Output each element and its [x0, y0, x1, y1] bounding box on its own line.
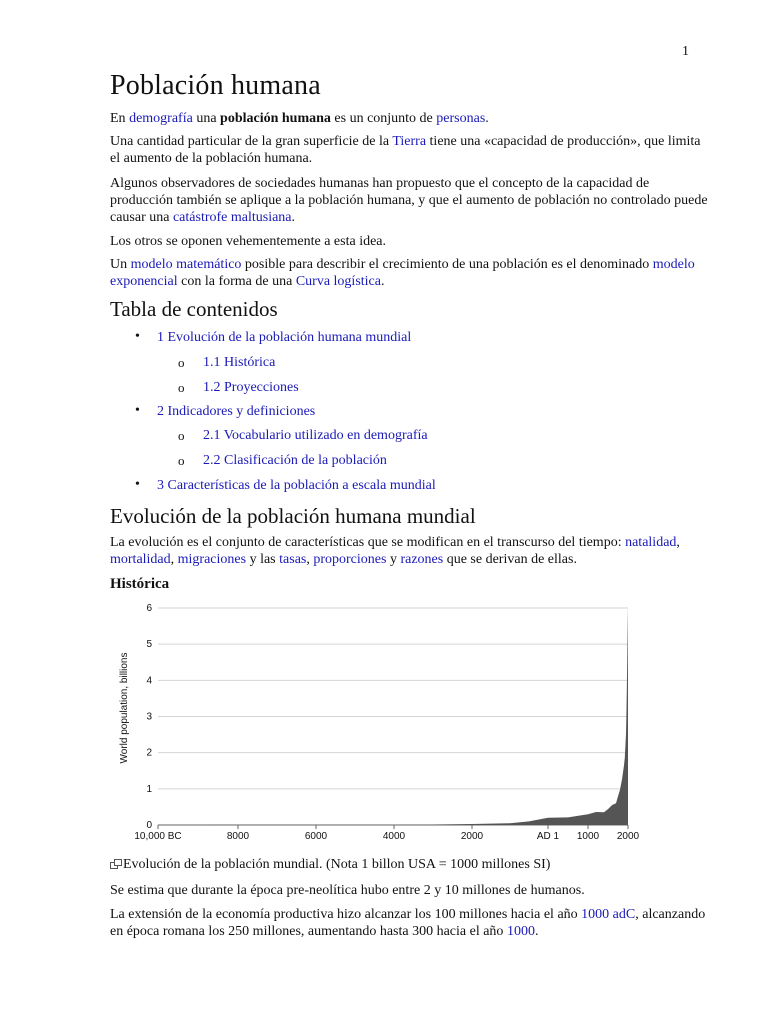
text: ,	[170, 552, 178, 567]
text: Una cantidad particular de la gran superficie de la	[110, 134, 393, 149]
toc-item-2-1	[178, 428, 428, 444]
link-1000[interactable]: 1000	[506, 924, 535, 939]
link-tierra[interactable]: Tierra	[392, 134, 427, 149]
enlarge-icon[interactable]	[110, 859, 122, 869]
text: con la forma de una	[177, 274, 296, 289]
link-1000-adc[interactable]: 1000 adC	[581, 907, 636, 922]
link-natalidad[interactable]: natalidad	[625, 535, 677, 550]
link-tasas[interactable]: tasas	[279, 552, 307, 567]
sub-bullet: o	[178, 380, 185, 395]
text: La extensión de la economía productiva hizo alcanzar los 100 millones hacia el año	[110, 907, 582, 922]
paragraph-observers	[110, 175, 710, 226]
text: Un	[110, 257, 131, 272]
text: , alcanzando en época romana los 250 millones, aumentando hasta 300 hacia el año	[110, 907, 706, 939]
population-chart	[110, 598, 645, 850]
x-tick-label: 4000	[382, 831, 406, 842]
link-mortalidad[interactable]: mortalidad	[110, 552, 171, 567]
text: que se derivan de ellas.	[443, 552, 577, 567]
toc-item-1	[135, 329, 412, 346]
page-title: Población humana	[110, 70, 321, 101]
paragraph-opposition	[110, 233, 710, 250]
text: es un conjunto de	[330, 111, 437, 126]
x-tick-label: 10,000 BC	[134, 831, 182, 842]
caption-text: Evolución de la población mundial. (Nota 1 billon USA = 1000 millones SI)	[123, 857, 551, 872]
y-tick-label: 4	[146, 675, 152, 687]
bold-term: población humana	[220, 111, 331, 126]
x-tick-label: 6000	[304, 831, 328, 842]
y-tick-label: 5	[146, 639, 152, 651]
toc-link[interactable]: 1 Evolución de la población humana mundial	[157, 330, 412, 345]
x-tick-label: 2000	[616, 831, 640, 842]
paragraph-expansion	[110, 906, 710, 940]
x-tick-label: 2000	[460, 831, 484, 842]
text: tiene una «capacidad de producción», que limita el aumento de la población humana.	[110, 134, 701, 166]
sub-bullet: o	[178, 453, 185, 468]
link-personas[interactable]: personas	[436, 111, 486, 126]
text: .	[534, 924, 539, 939]
text: una	[192, 111, 221, 126]
paragraph-evolution	[110, 534, 710, 568]
y-tick-label: 2	[146, 747, 152, 759]
toc-link[interactable]: 1.2 Proyecciones	[203, 380, 299, 395]
toc-link[interactable]: 2 Indicadores y definiciones	[157, 404, 316, 419]
x-tick-label: AD 1	[536, 831, 560, 842]
x-tick-label: 1000	[576, 831, 600, 842]
toc-link[interactable]: 1.1 Histórica	[203, 355, 276, 370]
text: Los otros se oponen vehementemente a esta idea.	[110, 234, 387, 249]
toc-item-2	[135, 403, 316, 420]
text: ,	[676, 535, 680, 550]
sub-bullet: o	[178, 428, 185, 443]
text: y las	[246, 552, 280, 567]
section-heading: Evolución de la población humana mundial	[110, 504, 476, 528]
bullet: •	[135, 403, 140, 418]
link-catastrofe-maltusiana[interactable]: catástrofe maltusiana	[172, 210, 292, 225]
subsection-heading: Histórica	[110, 576, 170, 592]
text: La evolución es el conjunto de características que se modifican en el transcurso del tiempo:	[110, 535, 626, 550]
text: ,	[306, 552, 314, 567]
link-proporciones[interactable]: proporciones	[313, 552, 387, 567]
text: .	[380, 274, 385, 289]
link-modelo-exponencial[interactable]: modelo exponencial	[110, 257, 695, 289]
paragraph-preneolithic: Se estima que durante la época pre-neolítica hubo entre 2 y 10 millones de humanos.	[110, 883, 585, 898]
bullet: •	[135, 477, 140, 492]
page-number: 1	[682, 44, 689, 59]
toc-item-2-2	[178, 453, 387, 469]
bullet: •	[135, 329, 140, 344]
text: En	[110, 111, 130, 126]
text: posible para describir el crecimiento de una población es el denominado	[241, 257, 653, 272]
toc-heading: Tabla de contenidos	[110, 297, 278, 321]
figure-caption	[110, 857, 550, 873]
y-tick-label: 3	[146, 711, 152, 723]
paragraph-intro	[110, 110, 710, 127]
paragraph-model	[110, 256, 710, 290]
text: .	[291, 210, 296, 225]
sub-bullet: o	[178, 355, 185, 370]
link-migraciones[interactable]: migraciones	[177, 552, 247, 567]
y-tick-label: 1	[146, 783, 152, 795]
toc-link[interactable]: 2.2 Clasificación de la población	[203, 453, 387, 468]
y-axis-label: World population, billions	[119, 652, 130, 764]
y-tick-label: 0	[146, 820, 152, 831]
link-razones[interactable]: razones	[400, 552, 444, 567]
y-tick-label: 6	[146, 603, 152, 614]
paragraph-capacity	[110, 133, 710, 167]
link-modelo-matematico[interactable]: modelo matemático	[130, 257, 242, 272]
text: .	[485, 111, 489, 126]
toc-link[interactable]: 3 Características de la población a escala mundial	[157, 478, 436, 493]
x-tick-label: 8000	[226, 831, 250, 842]
text: y	[386, 552, 401, 567]
toc-link[interactable]: 2.1 Vocabulario utilizado en demografía	[203, 428, 428, 443]
toc-item-3	[135, 477, 436, 494]
link-curva-logistica[interactable]: Curva logística	[295, 274, 381, 289]
chart-grid	[158, 608, 628, 829]
population-area	[158, 606, 628, 826]
toc-item-1-2	[178, 380, 299, 396]
toc-item-1-1	[178, 355, 276, 371]
text: Algunos observadores de sociedades humanas han propuesto que el concepto de la capacidad de producción también se aplique a la población humana, y que el aumento de población no controlado puede causar una	[110, 176, 708, 225]
link-demografia[interactable]: demografía	[129, 111, 193, 126]
